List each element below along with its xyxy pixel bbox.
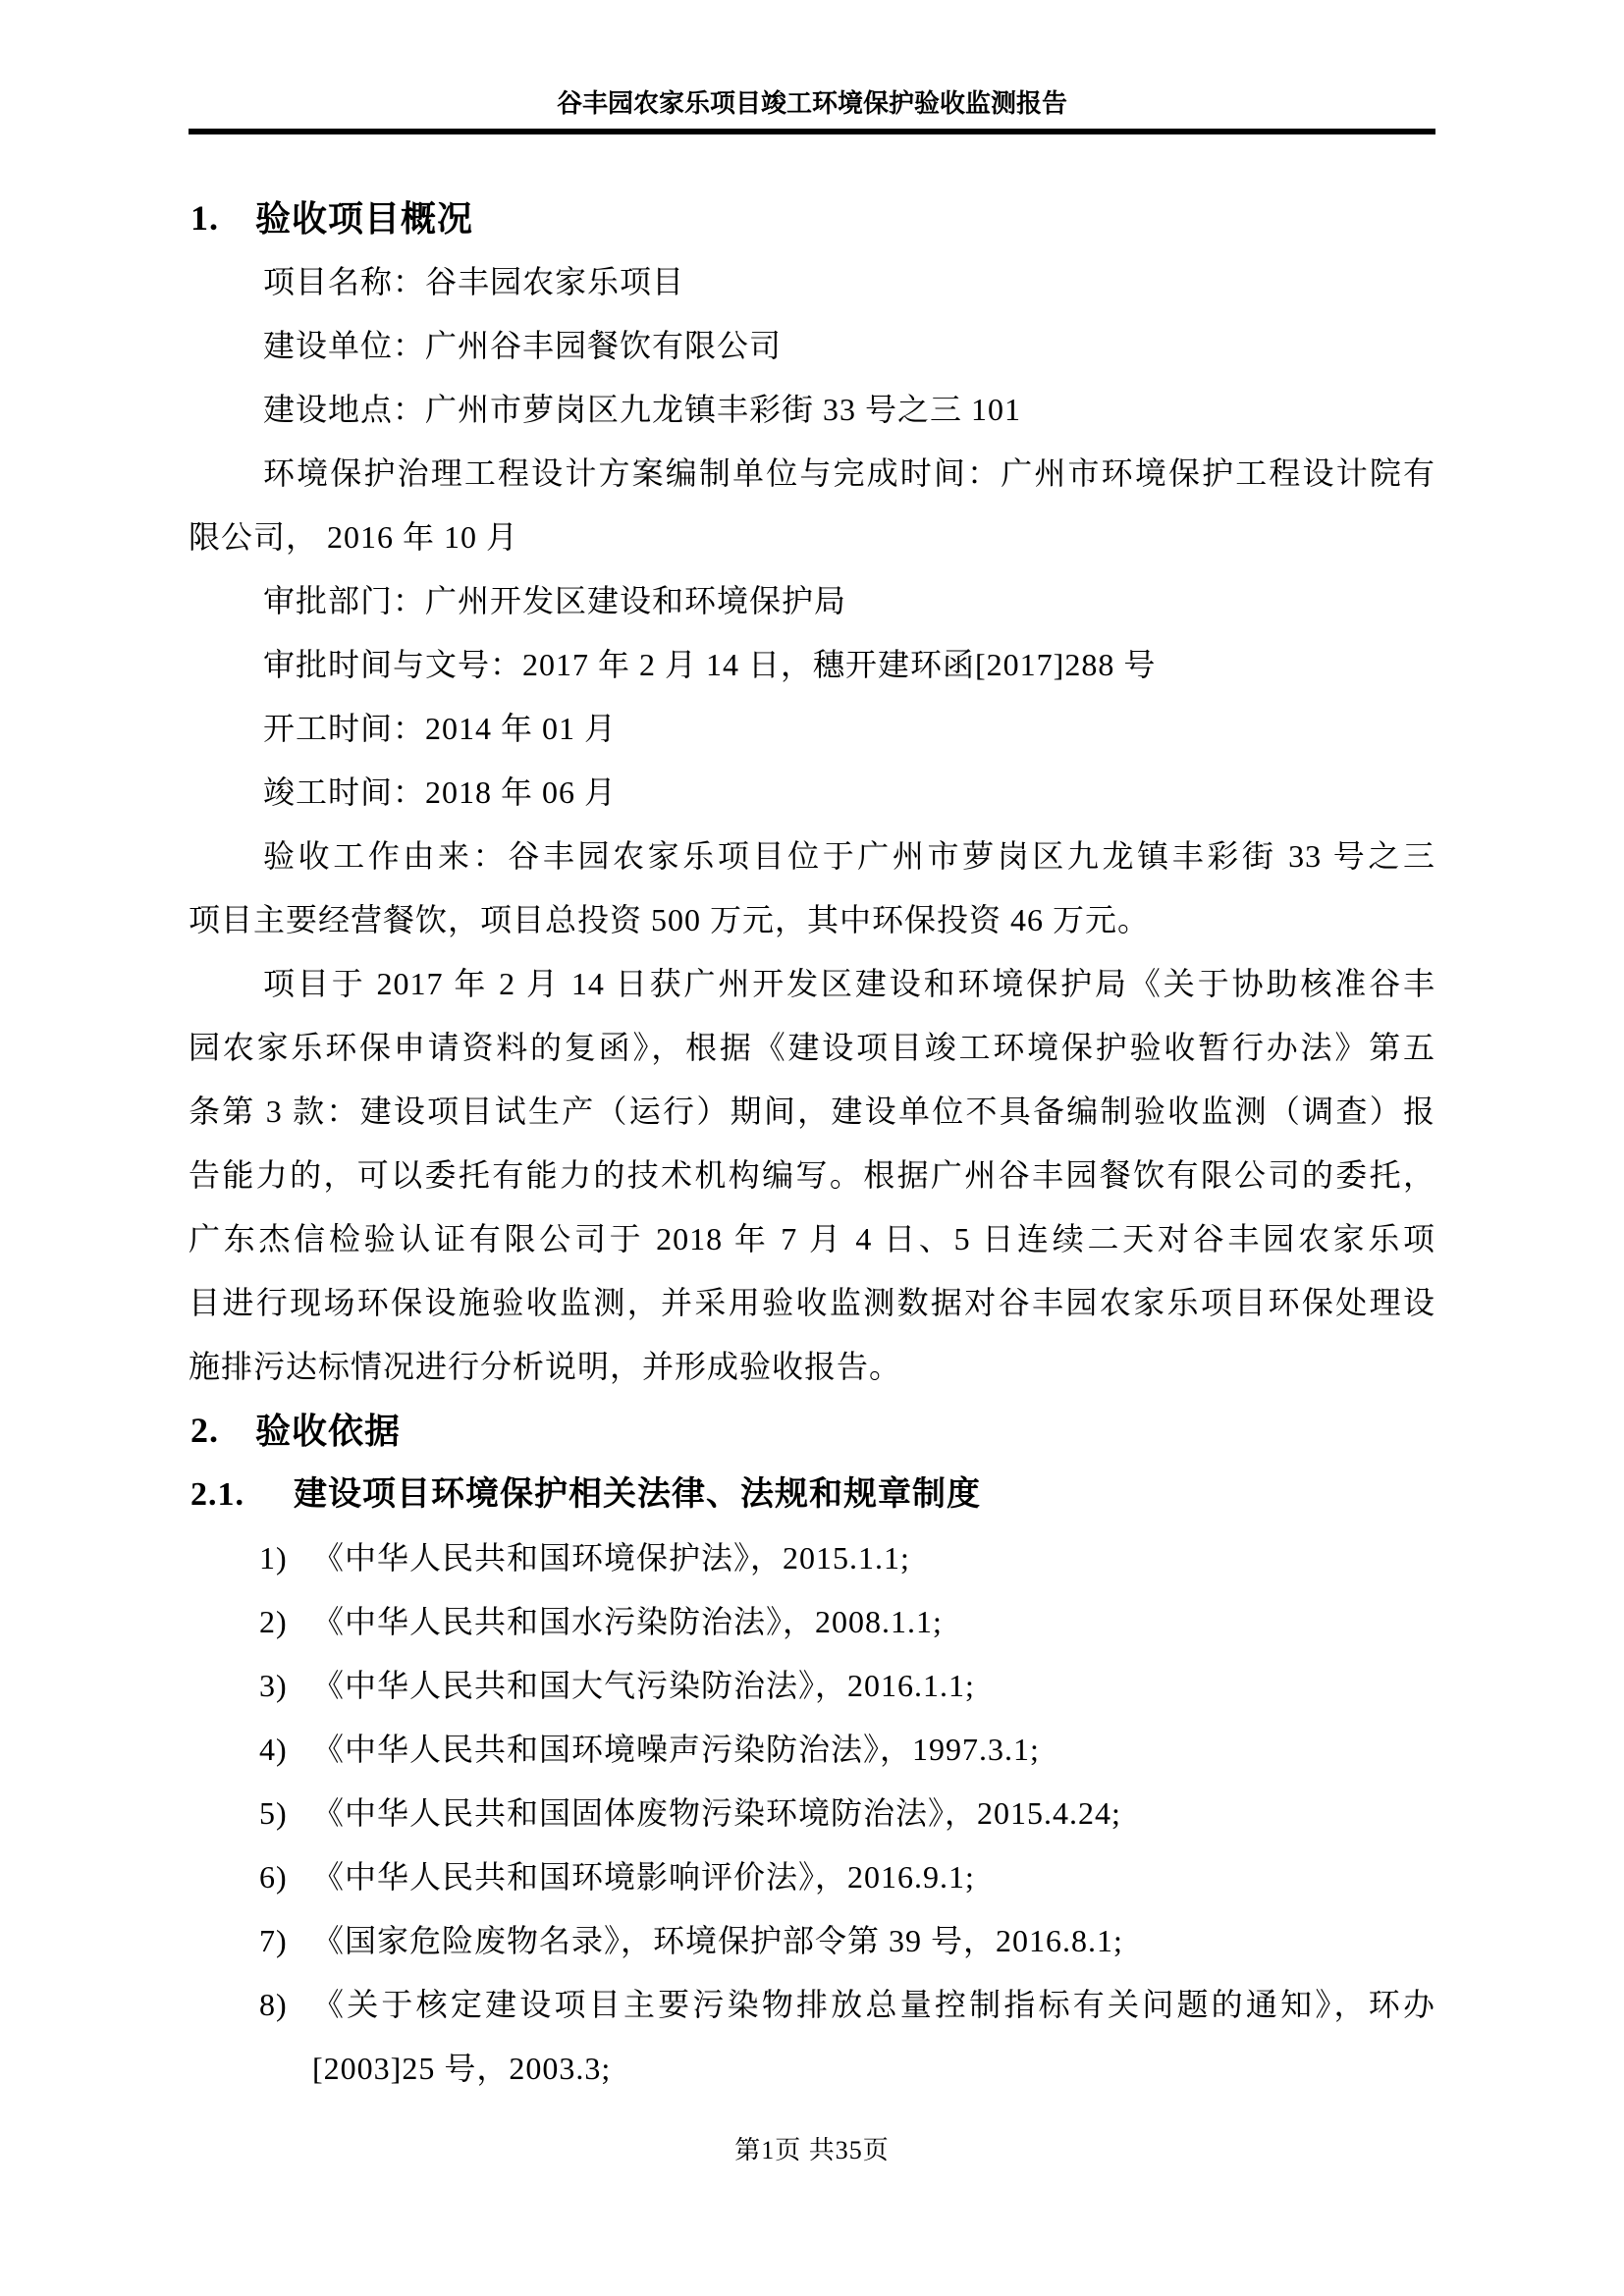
subsection-2-1-heading bbox=[189, 1463, 1435, 1526]
paragraph-construction-unit bbox=[189, 314, 1435, 378]
list-item-number: 1) bbox=[259, 1540, 288, 1575]
list-item-number: 4) bbox=[259, 1732, 288, 1767]
paragraph-acceptance-origin bbox=[189, 825, 1435, 952]
text-line: 验收工作由来：谷丰园农家乐项目位于广州市萝岗区九龙镇丰彩街 33 号之三 bbox=[263, 838, 1435, 874]
list-item-number: 7) bbox=[259, 1923, 288, 1958]
text-line: 项目主要经营餐饮，项目总投资 500 万元，其中环保投资 46 万元。 bbox=[189, 902, 1151, 937]
paragraph-construction-site bbox=[189, 378, 1435, 442]
text-line: 审批时间与文号：2017 年 2 月 14 日，穗开建环函[2017]288 号 bbox=[263, 647, 1157, 682]
section-2-number: 2. bbox=[190, 1411, 219, 1450]
text-line: 告能力的，可以委托有能力的技术机构编写。根据广州谷丰园餐饮有限公司的委托， bbox=[189, 1157, 1435, 1193]
paragraph-approval-date bbox=[189, 633, 1435, 697]
text-line: 审批部门：广州开发区建设和环境保护局 bbox=[263, 583, 847, 618]
text-line: 《关于核定建设项目主要污染物排放总量控制指标有关问题的通知》，环办 bbox=[312, 1987, 1435, 2022]
text-line: 限公司， 2016 年 10 月 bbox=[189, 519, 519, 555]
text-line: 建设单位：广州谷丰园餐饮有限公司 bbox=[263, 328, 783, 363]
text-line: 广东杰信检验认证有限公司于 2018 年 7 月 4 日、5 日连续二天对谷丰园农家乐项 bbox=[189, 1221, 1435, 1256]
section-1-heading bbox=[189, 187, 1435, 250]
text-line: 《中华人民共和国环境保护法》，2015.1.1; bbox=[312, 1540, 910, 1575]
text-line: 《国家危险废物名录》，环境保护部令第 39 号，2016.8.1; bbox=[312, 1923, 1123, 1958]
paragraph-approval-department bbox=[189, 569, 1435, 633]
subsection-2-1-title: 建设项目环境保护相关法律、法规和规章制度 bbox=[294, 1475, 981, 1513]
list-item-number: 3) bbox=[259, 1668, 288, 1703]
text-line: 开工时间：2014 年 01 月 bbox=[263, 711, 618, 746]
text-line: 《中华人民共和国固体废物污染环境防治法》，2015.4.24; bbox=[312, 1795, 1121, 1831]
list-item-number: 5) bbox=[259, 1795, 288, 1831]
paragraph-project-background bbox=[189, 952, 1435, 1399]
legal-list-item bbox=[189, 1845, 1435, 1909]
page-header-title: 谷丰园农家乐项目竣工环境保护验收监测报告 bbox=[556, 88, 1067, 118]
section-1-number: 1. bbox=[190, 198, 219, 238]
paragraph-completion-date bbox=[189, 761, 1435, 825]
text-line: 《中华人民共和国大气污染防治法》，2016.1.1; bbox=[312, 1668, 975, 1703]
document-body bbox=[189, 187, 1435, 2101]
header-rule bbox=[189, 129, 1435, 134]
paragraph-project-name bbox=[189, 250, 1435, 314]
text-line: 施排污达标情况进行分析说明，并形成验收报告。 bbox=[189, 1349, 902, 1384]
legal-list-item bbox=[189, 1782, 1435, 1845]
legal-list-item bbox=[189, 1973, 1435, 2101]
legal-list-item bbox=[189, 1654, 1435, 1718]
paragraph-design-unit bbox=[189, 442, 1435, 569]
text-line: 目进行现场环保设施验收监测，并采用验收监测数据对谷丰园农家乐项目环保处理设 bbox=[189, 1285, 1435, 1320]
text-line: [2003]25 号，2003.3; bbox=[312, 2051, 612, 2086]
page-number: 第1页 共35页 bbox=[734, 2136, 890, 2164]
legal-list-item bbox=[189, 1526, 1435, 1590]
text-line: 项目于 2017 年 2 月 14 日获广州开发区建设和环境保护局《关于协助核准谷丰 bbox=[263, 966, 1435, 1001]
text-line: 园农家乐环保申请资料的复函》，根据《建设项目竣工环境保护验收暂行办法》第五 bbox=[189, 1030, 1435, 1065]
list-item-number: 2) bbox=[259, 1604, 288, 1639]
section-2-title: 验收依据 bbox=[255, 1411, 402, 1451]
section-2-heading bbox=[189, 1399, 1435, 1463]
text-line: 条第 3 款：建设项目试生产（运行）期间，建设单位不具备编制验收监测（调查）报 bbox=[189, 1094, 1435, 1129]
legal-list-item bbox=[189, 1718, 1435, 1782]
text-line: 项目名称：谷丰园农家乐项目 bbox=[263, 264, 685, 299]
text-line: 《中华人民共和国环境影响评价法》，2016.9.1; bbox=[312, 1859, 975, 1895]
paragraph-start-date bbox=[189, 697, 1435, 761]
section-1-title: 验收项目概况 bbox=[255, 198, 474, 239]
page-footer bbox=[0, 2118, 1624, 2182]
text-line: 环境保护治理工程设计方案编制单位与完成时间：广州市环境保护工程设计院有 bbox=[263, 455, 1435, 491]
subsection-2-1-number: 2.1. bbox=[190, 1476, 244, 1513]
list-item-number: 6) bbox=[259, 1859, 288, 1895]
legal-list-item bbox=[189, 1909, 1435, 1973]
text-line: 竣工时间：2018 年 06 月 bbox=[263, 774, 618, 810]
legal-list-item bbox=[189, 1590, 1435, 1654]
list-item-number: 8) bbox=[259, 1987, 288, 2022]
text-line: 《中华人民共和国水污染防治法》，2008.1.1; bbox=[312, 1604, 943, 1639]
text-line: 《中华人民共和国环境噪声污染防治法》，1997.3.1; bbox=[312, 1732, 1040, 1767]
text-line: 建设地点：广州市萝岗区九龙镇丰彩街 33 号之三 101 bbox=[263, 392, 1022, 427]
